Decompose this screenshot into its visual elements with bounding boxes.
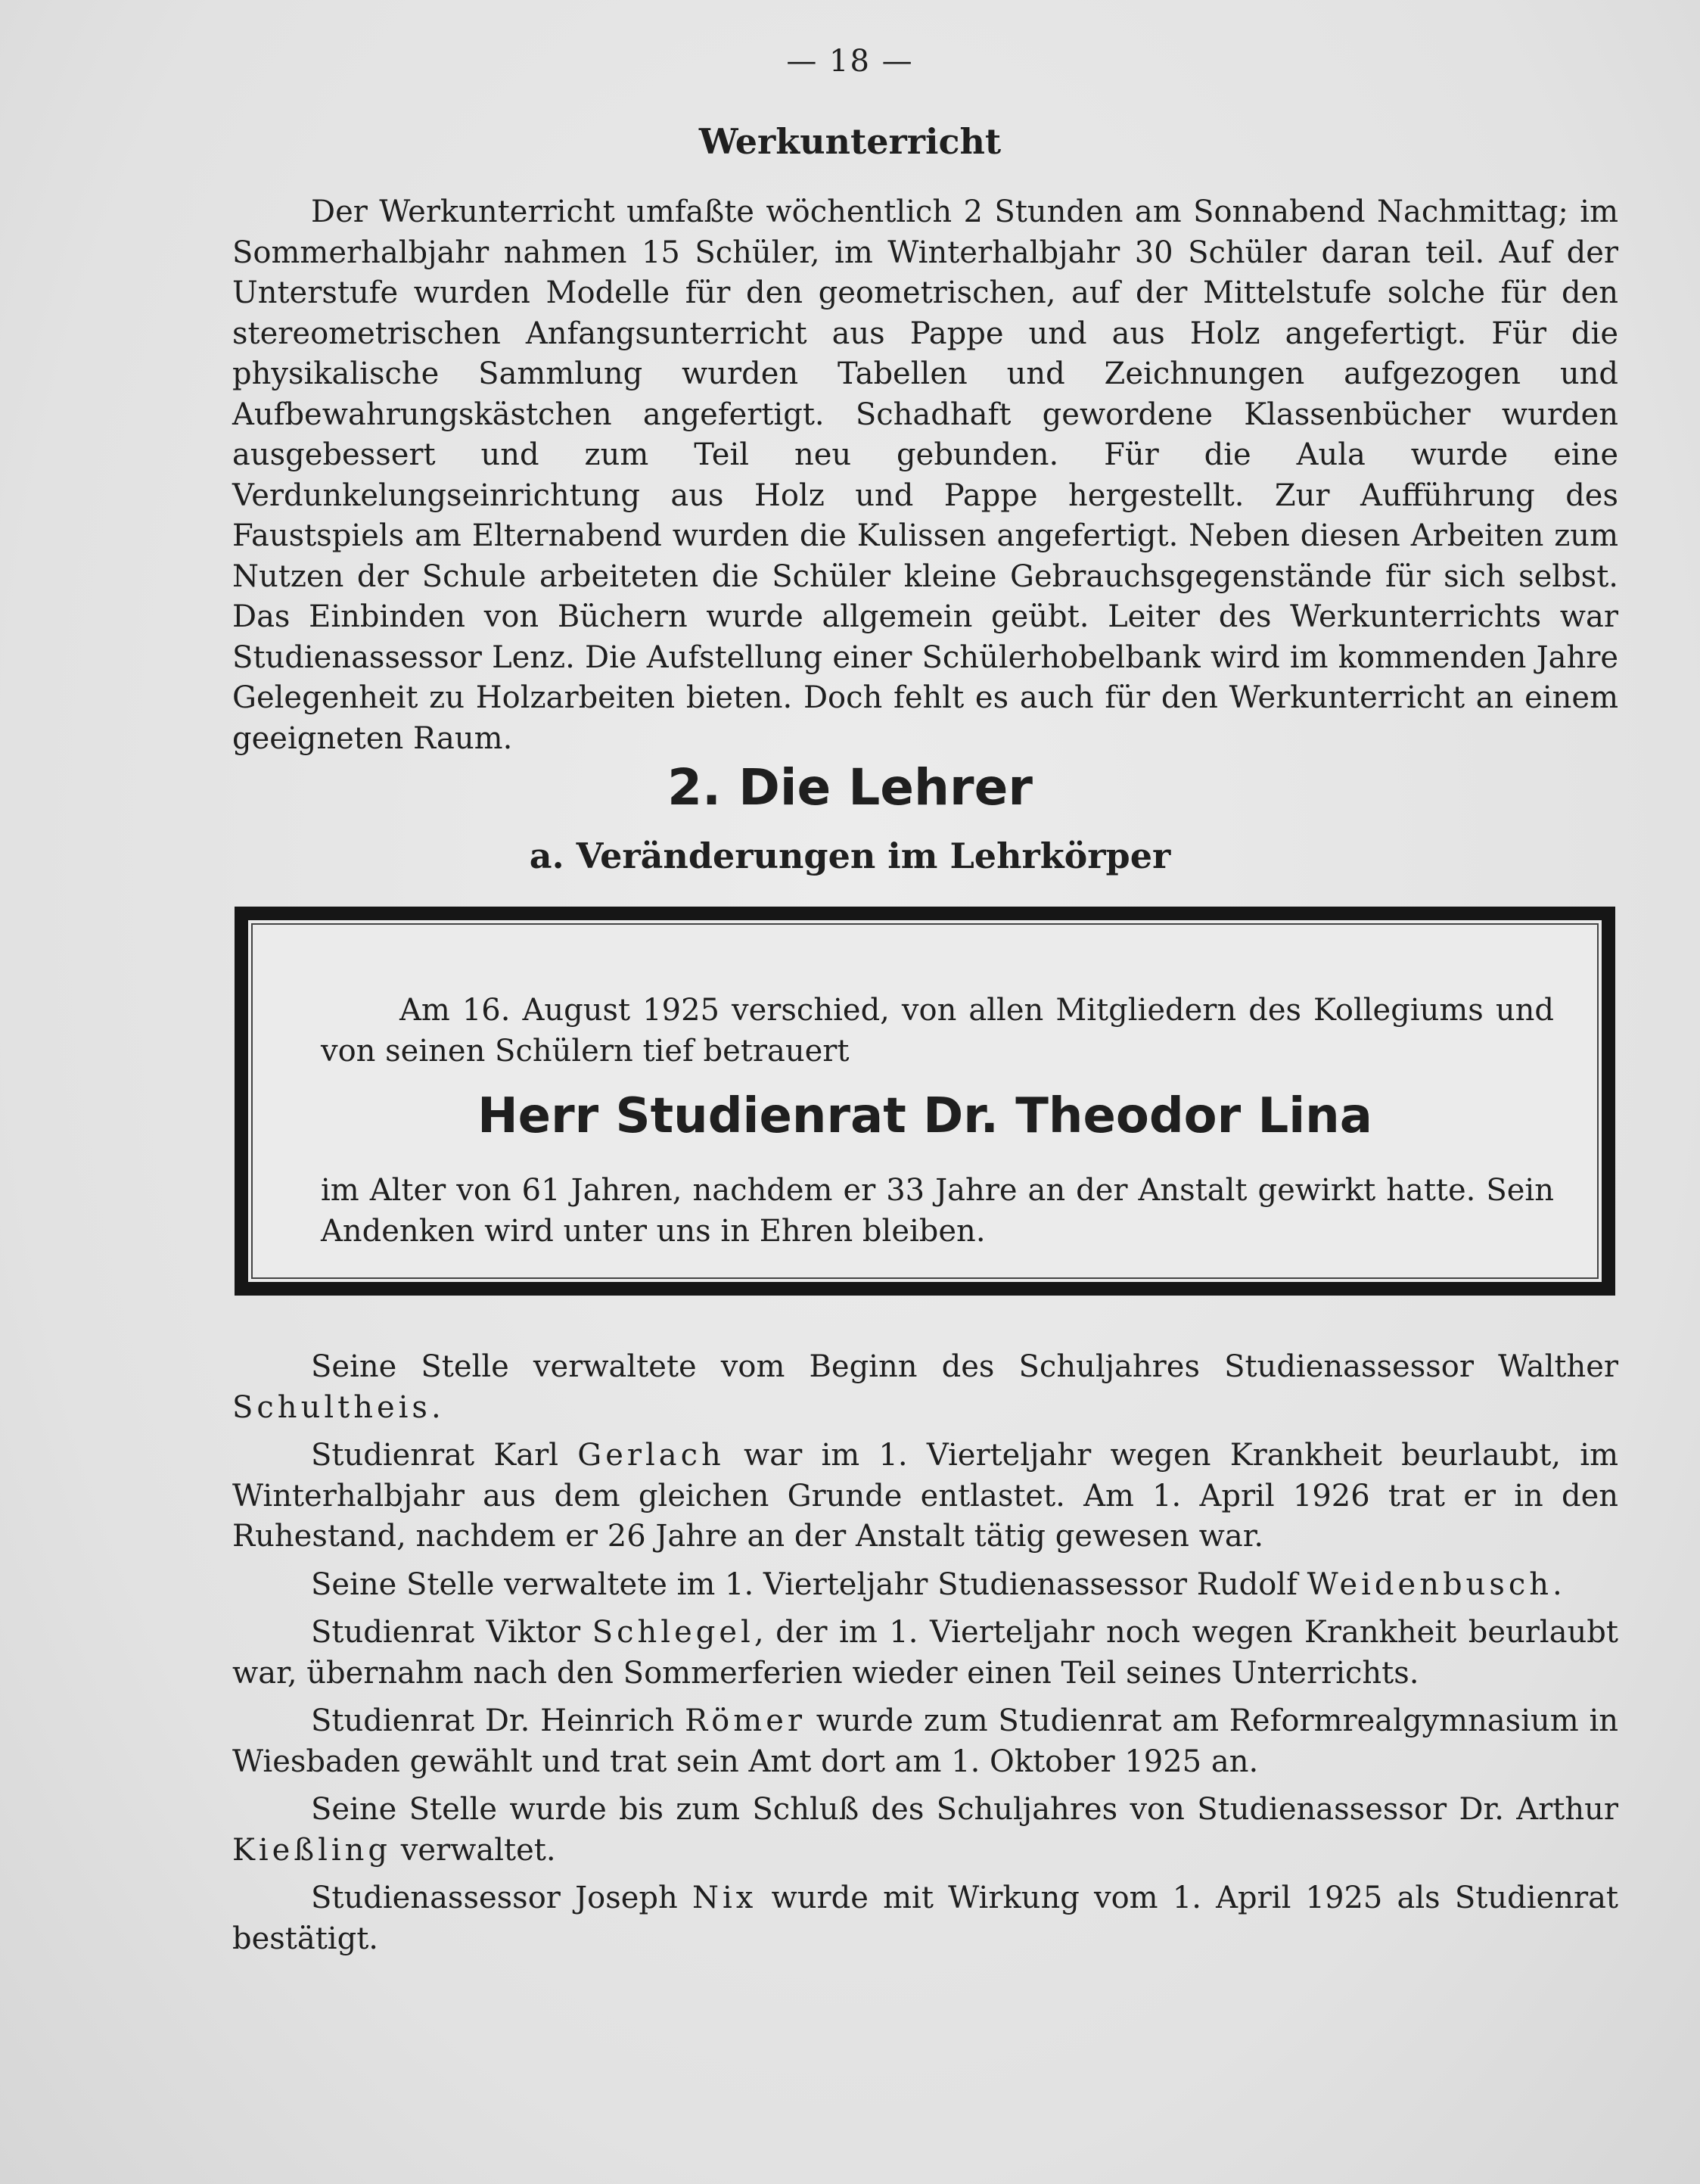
staff-name: Kießling	[232, 1832, 392, 1868]
obituary-intro: Am 16. August 1925 verschied, von allen Mitgliedern des Kollegiums und von seinen Schülern tief betrauert	[321, 993, 1554, 1069]
obituary-closing: im Alter von 61 Jahren, nachdem er 33 Jahre an der Anstalt gewirkt hatte. Sein Andenken wird unter uns in Ehren bleiben.	[321, 1173, 1554, 1249]
staff-name: Schultheis	[232, 1389, 431, 1425]
staff-text: Studienrat Viktor	[311, 1615, 592, 1650]
staff-text: Seine Stelle verwaltete im 1. Vierteljahr Studienassessor Rudolf	[311, 1566, 1307, 1602]
staff-change-paragraph	[232, 1701, 1618, 1782]
staff-text: Seine Stelle wurde bis zum Schluß des Schuljahres von Studienassessor Dr. Arthur	[311, 1792, 1618, 1827]
chapter-heading: 2. Die Lehrer	[667, 758, 1033, 817]
staff-change-paragraph	[232, 1790, 1618, 1871]
staff-changes	[232, 1347, 1618, 1967]
section-heading-werkunterricht: Werkunterricht	[698, 121, 1002, 162]
staff-text: Studienrat Dr. Heinrich	[311, 1703, 685, 1738]
staff-text: , der im 1. Vierteljahr noch wegen Krankheit beurlaubt war, übernahm nach den Sommerferien wieder einen Teil seines Unterrichts.	[232, 1615, 1618, 1691]
staff-change-paragraph	[232, 1436, 1618, 1557]
obituary-name: Herr Studienrat Dr. Theodor Lina	[477, 1088, 1372, 1144]
staff-text: .	[1552, 1566, 1562, 1602]
staff-name: Gerlach	[577, 1438, 725, 1473]
staff-change-paragraph	[232, 1565, 1618, 1606]
staff-text: Seine Stelle verwaltete vom Beginn des Schuljahres Studienassessor Walther	[311, 1349, 1618, 1384]
staff-change-paragraph	[232, 1347, 1618, 1428]
obituary-box	[235, 907, 1615, 1296]
staff-name: Weidenbusch	[1307, 1566, 1553, 1602]
staff-text: wurde zum Studienrat am Reformrealgymnasium in Wiesbaden gewählt und trat sein Amt dort am 1. Oktober 1925 an.	[232, 1703, 1618, 1779]
page-number: — 18 —	[786, 44, 914, 79]
staff-text: war im 1. Vierteljahr wegen Krankheit beurlaubt, im Winterhalbjahr aus dem gleichen Grunde entlastet. Am 1. April 1926 trat er in den Ruhestand, nachdem er 26 Jahre an der Anstalt tätig gewesen war.	[232, 1438, 1618, 1554]
staff-name: Schlegel	[592, 1615, 754, 1650]
staff-name: Römer	[685, 1703, 806, 1738]
sub-heading: a. Veränderungen im Lehrkörper	[529, 835, 1171, 876]
staff-text: wurde mit Wirkung vom 1. April 1925 als Studienrat bestätigt.	[232, 1881, 1619, 1956]
staff-change-paragraph	[232, 1613, 1618, 1694]
staff-text: Studienrat Karl	[311, 1438, 578, 1473]
staff-text: Studienassessor Joseph	[311, 1881, 692, 1915]
staff-change-paragraph	[232, 1878, 1618, 1959]
staff-text: .	[430, 1389, 441, 1425]
werkunterricht-paragraph: Der Werkunterricht umfaßte wöchentlich 2 Stunden am Sonnabend Nachmittag; im Sommerhalbjahr nahmen 15 Schüler, im Winterhalbjahr 30 Schüler daran teil. Auf der Unterstufe wurden Modelle für den geometrischen, auf der Mittelstufe solche für den stereometrischen Anfangsunterricht aus Pappe und aus Holz angefertigt. Für die physikalische Sammlung wurden Tabellen und Zeichnungen aufgezogen und Aufbewahrungskästchen angefertigt. Schadhaft gewordene Klassenbücher wurden ausgebessert und zum Teil neu gebunden. Für die Aula wurde eine Verdunkelungseinrichtung aus Holz und Pappe hergestellt. Zur Aufführung des Faustspiels am Elternabend wurden die Kulissen angefertigt. Neben diesen Arbeiten zum Nutzen der Schule arbeiteten die Schüler kleine Gebrauchsgegenstände für sich selbst. Das Einbinden von Büchern wurde allgemein geübt. Leiter des Werkunterrichts war Studienassessor Lenz. Die Aufstellung einer Schülerhobelbank wird im kommenden Jahre Gelegenheit zu Holzarbeiten bieten. Doch fehlt es auch für den Werkunterricht an einem geeigneten Raum.	[232, 194, 1618, 756]
staff-text: verwaltet.	[391, 1832, 556, 1868]
staff-name: Nix	[691, 1881, 757, 1915]
